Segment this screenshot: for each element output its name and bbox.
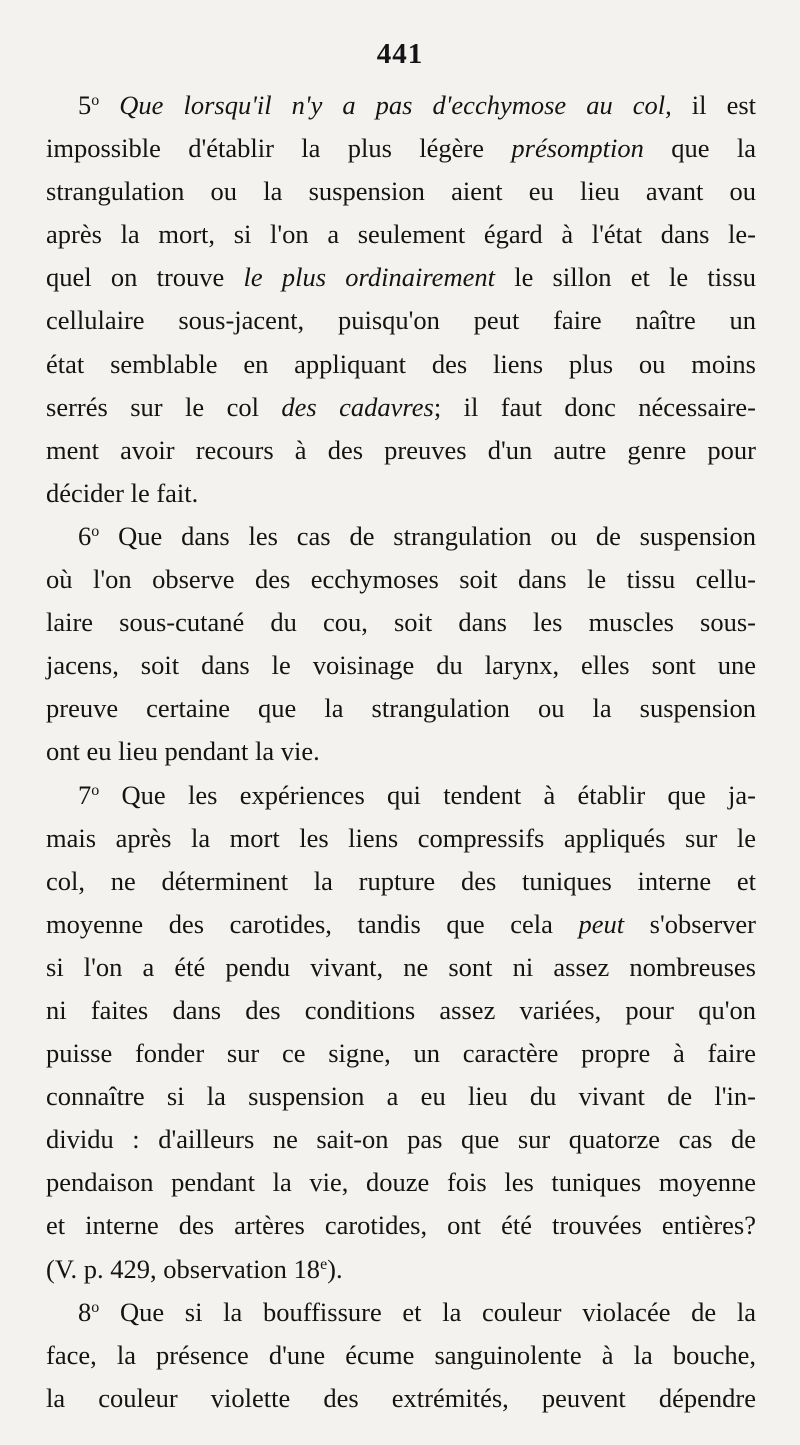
p7-line-5: si l'on a été pendu vivant, ne sont ni assez nombreuses xyxy=(46,951,756,982)
p6-line-5: preuve certaine que la strangulation ou la suspension xyxy=(46,693,756,724)
p5-line-5: quel on trouve le plus ordinairement le sillon et le tissu xyxy=(46,262,757,293)
p7-numeral: 7 xyxy=(78,779,92,810)
p8-line-1: 8$^o$ Que si la bouffissure et la couleur violacée de la xyxy=(78,1296,756,1327)
p5-line-6: cellulaire sous-jacent, puisqu'on peut faire naître un xyxy=(46,305,756,336)
p8-line-3: la couleur violette des extrémités, peuvent dépendre xyxy=(46,1382,756,1413)
p6-line-1: 6$^o$ Que dans les cas de strangulation ou de suspension xyxy=(78,520,756,551)
p7-line-6: ni faites dans des conditions assez variées, pour qu'on xyxy=(46,994,756,1025)
p6-line-3: laire sous-cutané du cou, soit dans les muscles sous- xyxy=(46,607,756,638)
p7-line-1: 7$^o$ Que les expériences qui tendent à établir que ja- xyxy=(78,779,756,810)
p5-line-7: état semblable en appliquant des liens plus ou moins xyxy=(46,348,756,379)
p5-line-1: 5$^o$ Que lorsqu'il n'y a pas d'ecchymose au col, il est xyxy=(78,90,757,120)
p5-line-8: serrés sur le col des cadavres; il faut donc nécessaire- xyxy=(46,391,756,422)
p5-line-3: strangulation ou la suspension aient eu lieu avant ou xyxy=(46,176,756,207)
p7-line-9: dividu : d'ailleurs ne sait-on pas que sur quatorze cas de xyxy=(46,1124,756,1155)
p6-line-6: ont eu lieu pendant la vie. xyxy=(46,736,320,767)
p5-line-9: ment avoir recours à des preuves d'un autre genre pour xyxy=(46,434,756,465)
p7-line-12: (V. p. 429, observation 18e). xyxy=(46,1253,343,1284)
page-number: 441 xyxy=(376,38,424,70)
p5-line-2: impossible d'établir la plus légère présomption que la xyxy=(46,133,757,164)
p7-line-4: moyenne des carotides, tandis que cela peut s'observer xyxy=(46,908,757,939)
p5-line-4: après la mort, si l'on a seulement égard à l'état dans le- xyxy=(46,219,756,250)
p6-ordinal: o xyxy=(91,522,100,540)
p8-ordinal: o xyxy=(91,1298,100,1316)
p6-line-4: jacens, soit dans le voisinage du larynx, elles sont une xyxy=(46,650,756,681)
p8-line-2: face, la présence d'une écume sanguinolente à la bouche, xyxy=(46,1339,756,1370)
p6-line-2: où l'on observe des ecchymoses soit dans le tissu cellu- xyxy=(46,564,756,595)
p7-ordinal: o xyxy=(91,781,100,799)
text-body xyxy=(46,84,756,1420)
p7-line-7: puisse fonder sur ce signe, un caractère propre à faire xyxy=(46,1038,756,1069)
p6-numeral: 6 xyxy=(78,520,92,551)
p5-numeral: 5 xyxy=(78,90,92,120)
p7-line-3: col, ne déterminent la rupture des tuniques interne et xyxy=(46,865,756,896)
p7-line-2: mais après la mort les liens compressifs appliqués sur le xyxy=(46,822,756,853)
p7-line-11: et interne des artères carotides, ont été trouvées entières? xyxy=(46,1210,756,1241)
p5-line-10: décider le fait. xyxy=(46,477,199,508)
p5-ordinal: o xyxy=(91,92,100,109)
p8-numeral: 8 xyxy=(78,1296,92,1327)
p7-ordinal-e: e xyxy=(320,1255,328,1273)
p7-line-10: pendaison pendant la vie, douze fois les tuniques moyenne xyxy=(46,1167,756,1198)
p5-italic-lead: Que lorsqu'il n'y a pas d'ecchymose au col, xyxy=(119,90,672,120)
p7-line-8: connaître si la suspension a eu lieu du vivant de l'in- xyxy=(46,1081,756,1112)
